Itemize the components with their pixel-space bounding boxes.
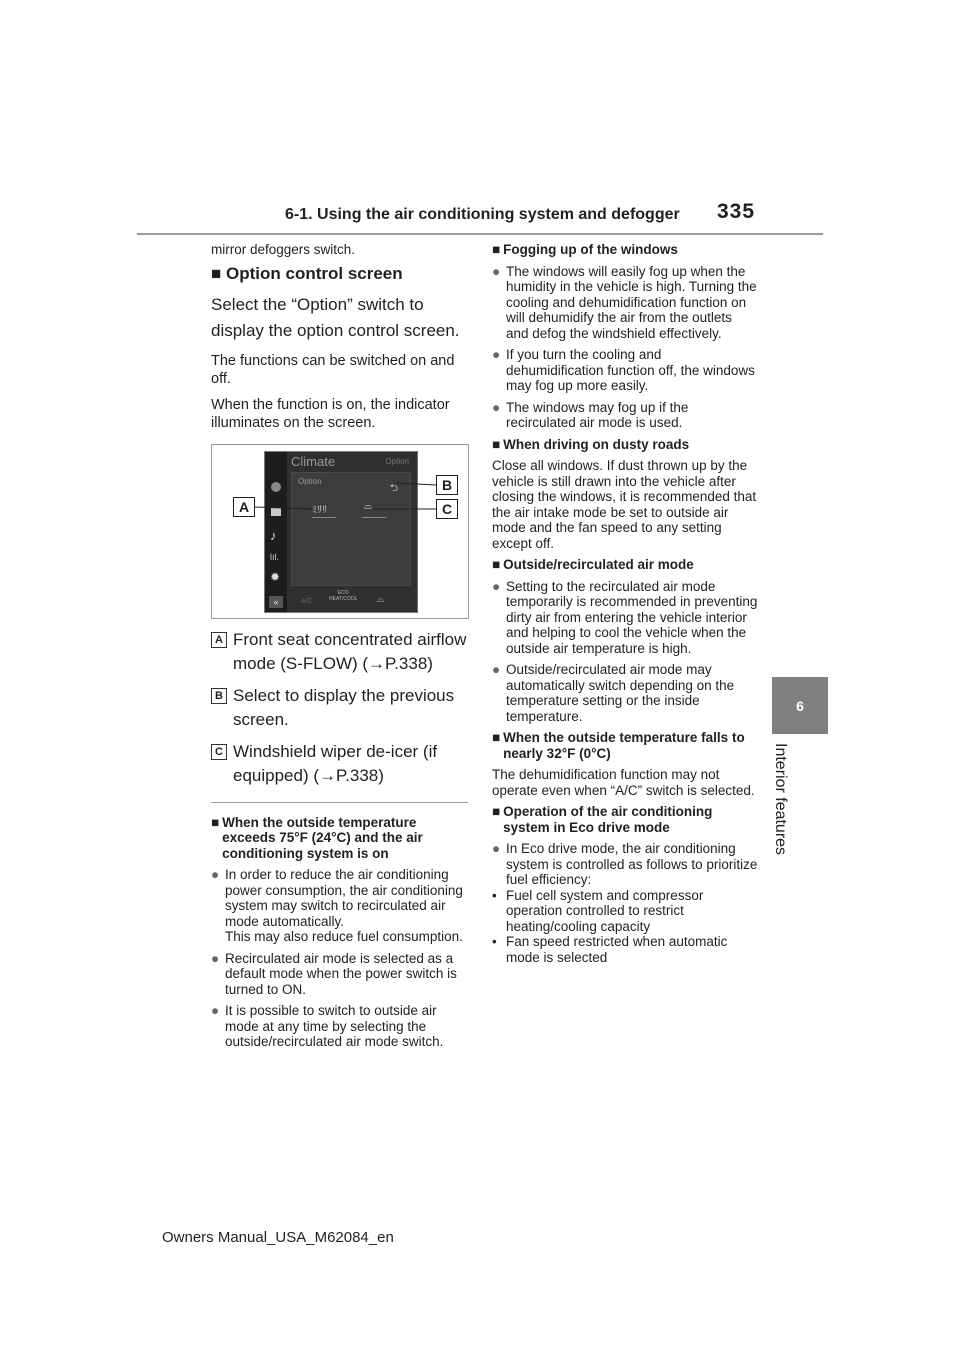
page-number: 335 [717, 200, 756, 223]
legend-item-a [211, 628, 468, 676]
equalizer-icon: lıl. [270, 552, 279, 562]
legend-item-b [211, 684, 468, 732]
sflow-icon: ﾐﾘﾘ [312, 505, 327, 516]
section-bullet-text: Outside/recirculated air mode may automatically switch depending on the temperature setting or the inside temperature. [506, 662, 735, 724]
legend-letter-c: C [211, 744, 227, 760]
callout-lines [212, 445, 468, 618]
section-text: Close all windows. If dust thrown up by the vehicle is still drawn into the vehicle after closing the windows, it is recommended that the air intake mode be set to outside air mode and the fan speed to any setting except off. [492, 458, 757, 551]
section-bullet-text: The windows may fog up if the recirculated air mode is used. [506, 399, 689, 430]
heat-cool-label: HEAT/COOL [329, 596, 358, 602]
note-divider [211, 802, 468, 803]
left-column [211, 242, 468, 1056]
callout-b: B [436, 475, 458, 495]
section-heading: ■ Operation of the air conditioning system in Eco drive mode [492, 804, 758, 835]
manual-id: Owners Manual_USA_M62084_en [162, 1229, 394, 1246]
section-text: The dehumidification function may not operate even when “A/C” switch is selected. [492, 767, 755, 798]
note-bullet: ● Recirculated air mode is selected as a default mode when the power switch is turned to ON. [211, 951, 468, 998]
eco-label: ECO [337, 590, 349, 596]
note-bullet: ● It is possible to switch to outside air mode at any time by selecting the outside/recirculated air mode switch. [211, 1003, 468, 1050]
screen-title: Climate [291, 454, 336, 469]
section-bullet: ● Setting to the recirculated air mode temporarily is recommended in preventing dirty air from entering the vehicle interior and helping to cool the vehicle when the outside air temperature is high. [492, 578, 758, 656]
option-heading-text: Option control screen [226, 263, 403, 283]
section-heading-text: When driving on dusty roads [503, 436, 690, 452]
section-bullet-text: The windows will easily fog up when the humidity in the vehicle is high. Turning the cooling and dehumidification function on will dehumidify the air from the outlets and defog the windshield effectively. [506, 263, 757, 341]
section-heading-text: Outside/recirculated air mode [503, 557, 694, 572]
chapter-number: 6 [796, 697, 804, 714]
sub-item: • Fan speed restricted when automatic mode is selected [492, 934, 758, 965]
section-heading: ■ When the outside temperature falls to nearly 32°F (0°C) [492, 730, 758, 761]
section-bullet: ● The windows may fog up if the recirculated air mode is used. [492, 400, 758, 431]
defog-icon: ⌓ [377, 594, 385, 604]
note-bullet: ● In order to reduce the air conditioning power consumption, the air conditioning system may switch to recirculated air mode automatically. This may also reduce fuel consumption. [211, 867, 468, 945]
note-heading-text: When the outside temperature exceeds 75°F (24°C) and the air conditioning system is on [222, 814, 423, 861]
music-icon: ♪ [270, 528, 277, 543]
sub-item-text: Fan speed restricted when automatic mode is selected [506, 934, 728, 965]
continuation-text: mirror defoggers switch. [211, 242, 356, 257]
option-heading: ■ Option control screen [211, 263, 403, 283]
note-heading: ■ When the outside temperature exceeds 75°F (24°C) and the air conditioning system is on [211, 815, 468, 862]
section-bullet-text: If you turn the cooling and dehumidification function off, the windows may fog up more easily. [506, 347, 755, 393]
header-rule [137, 233, 823, 235]
chapter-tab [772, 677, 828, 734]
chapter-label: Interior features [772, 743, 789, 856]
screen-tab-option: Option [385, 457, 409, 466]
legend-text-b: Select to display the previous screen. [233, 685, 455, 729]
legend-letter-a: A [211, 632, 227, 648]
gear-icon: ✹ [270, 570, 281, 584]
back-arrows-icon: « [269, 596, 283, 608]
para-2: When the function is on, the indicator illuminates on the screen. [211, 396, 450, 431]
option-screen-figure [211, 444, 469, 619]
section-bullet-text: Setting to the recirculated air mode temporarily is recommended in preventing dirty air from entering the vehicle interior and helping to cool the vehicle when the outside air temperature is high. [506, 578, 758, 656]
section-bullet: ● The windows will easily fog up when the humidity in the vehicle is high. Turning the cooling and dehumidification function on will dehumidify the air from the outlets and defog the windshield effectively. [492, 263, 757, 341]
section-heading-text: When the outside temperature falls to nearly 32°F (0°C) [503, 730, 745, 761]
section-bullet-text: In Eco drive mode, the air conditioning system is controlled as follows to prioritize fuel efficiency: [506, 841, 758, 887]
wiper-deicer-icon: ⌓ [364, 501, 372, 512]
section-heading: ■ When driving on dusty roads [492, 436, 690, 452]
section-heading: ■ Fogging up of the windows [492, 242, 678, 257]
section-heading: ■ Outside/recirculated air mode [492, 557, 694, 572]
option-panel-title: Option [298, 477, 322, 486]
callout-c: C [436, 499, 458, 519]
sub-item: • Fuel cell system and compressor operation controlled to restrict heating/cooling capacity [492, 888, 758, 935]
section-bullet: ● In Eco drive mode, the air conditioning system is controlled as follows to prioritize fuel efficiency: [492, 841, 758, 887]
section-heading-text: Fogging up of the windows [503, 242, 678, 257]
right-column [492, 242, 758, 965]
note-bullet-text: Recirculated air mode is selected as a default mode when the power switch is turned to ON. [225, 950, 457, 997]
section-heading-text: Operation of the air conditioning system in Eco drive mode [503, 804, 713, 835]
sub-item-text: Fuel cell system and compressor operation controlled to restrict heating/cooling capacity [506, 887, 704, 934]
legend-text-a: Front seat concentrated airflow mode (S-FLOW) (→P.338) [233, 629, 467, 673]
return-icon: ⮌ [390, 483, 399, 494]
section-bullet: ● If you turn the cooling and dehumidification function off, the windows may fog up more easily. [492, 347, 758, 394]
note-bullet-text: It is possible to switch to outside air mode at any time by selecting the outside/recirculated air mode switch. [225, 1003, 444, 1049]
para-1: The functions can be switched on and off. [211, 352, 455, 387]
note-bullet-text: In order to reduce the air conditioning power consumption, the air conditioning system may switch to recirculated air mode automatically. This may also reduce fuel consumption. [225, 867, 463, 944]
legend-item-c [211, 740, 468, 788]
ac-label: A/C [301, 598, 313, 605]
legend-text-c: Windshield wiper de-icer (if equipped) (→P.338) [233, 741, 438, 785]
legend-letter-b: B [211, 688, 227, 704]
callout-a: A [233, 497, 255, 517]
intro-text: Select the “Option” switch to display the option control screen. [211, 294, 460, 340]
section-bullet: ● Outside/recirculated air mode may automatically switch depending on the temperature setting or the inside temperature. [492, 662, 758, 724]
section-title: 6-1. Using the air conditioning system and defogger [285, 206, 680, 223]
